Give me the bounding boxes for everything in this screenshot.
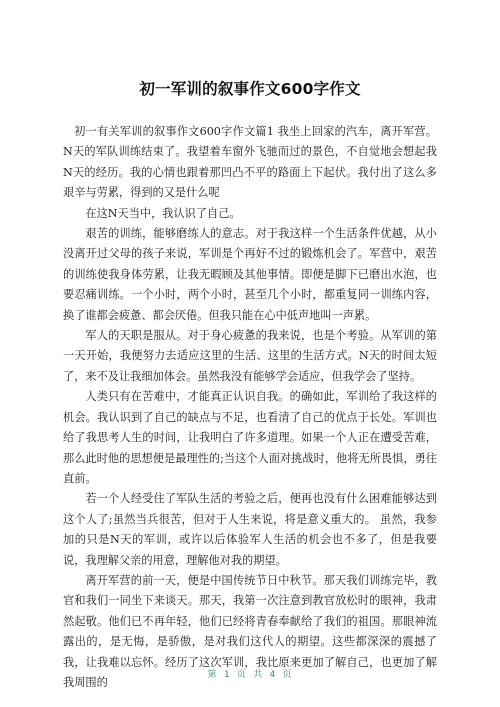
- paragraph-3: 艰苦的训练，能够磨练人的意志。对于我这样一个生活条件优越，从小没离开过父母的孩子来说，军训是个再好不过的锻炼机会了。军营中，艰苦的训练使我身体劳累，让我无暇顾及其他事情。即便是脚下已磨出水泡，也要忍痛训练。一个小时，两个小时，甚至几个小时，都重复同一训练内容，换了谁都会疲惫、都会厌倦。但我只能在心中低声地叫一声累。: [63, 227, 437, 322]
- paragraph-1: 初一有关军训的叙事作文600字作文篇1 我坐上回家的汽车，离开军营。N天的军队训练结束了。我望着车窗外飞驰而过的景色，不自觉地会想起我N天的经历。我的心情也跟着那凹凸不平的路面上下起伏。我付出了这么多艰辛与劳累，得到的又是什么呢: [63, 125, 437, 200]
- paragraph-4: 军人的天职是服从。对于身心疲惫的我来说，也是个考验。从军训的第一天开始，我便努力去适应这里的生活、这里的生活方式。N天的时间太短了，来不及让我细加体会。虽然我没有能够学会适应，但我学会了坚持。: [63, 329, 437, 383]
- essay-body: [63, 122, 437, 693]
- paragraph-6: 若一个人经受住了军队生活的考验之后，便再也没有什么困难能够达到这个人了;虽然当兵很苦，但对于人生来说，将是意义重大的。 虽然，我参加的只是N天的军训，或许以后体验军人生活的机会也不多了，但是我要说，我理解父亲的用意，理解他对我的期望。: [63, 492, 437, 567]
- page-number-footer: 第 1 页 共 4 页: [207, 670, 293, 680]
- paragraph-5: 人类只有在苦难中，才能真正认识自我。的确如此，军训给了我这样的机会。我认识到了自己的缺点与不足，也看清了自己的优点于长处。军训也给了我思考人生的时间，让我明白了许多道理。如果一个人正在遭受苦难，那么此时他的思想便是最理性的;当这个人面对挑战时，他将无所畏惧，勇往直前。: [63, 390, 437, 485]
- paragraph-7: 离开军营的前一天，便是中国传统节日中秋节。那天我们训练完毕，教官和我们一同坐下来谈天。那天，我第一次注意到教官放松时的眼神，我肃然起敬。他们已不再年轻，他们已经将青春奉献给了我们的祖国。那眼神流露出的，是无悔，是骄傲，是对我们这代人的期望。这些都深深的震撼了我，让我难以忘怀。经历了这次军训，我比原来更加了解自己，也更加了解我周围的: [63, 573, 437, 689]
- paragraph-2: 在这N天当中，我认识了自己。: [85, 206, 241, 220]
- page-title: 初一军训的叙事作文600字作文: [139, 80, 361, 98]
